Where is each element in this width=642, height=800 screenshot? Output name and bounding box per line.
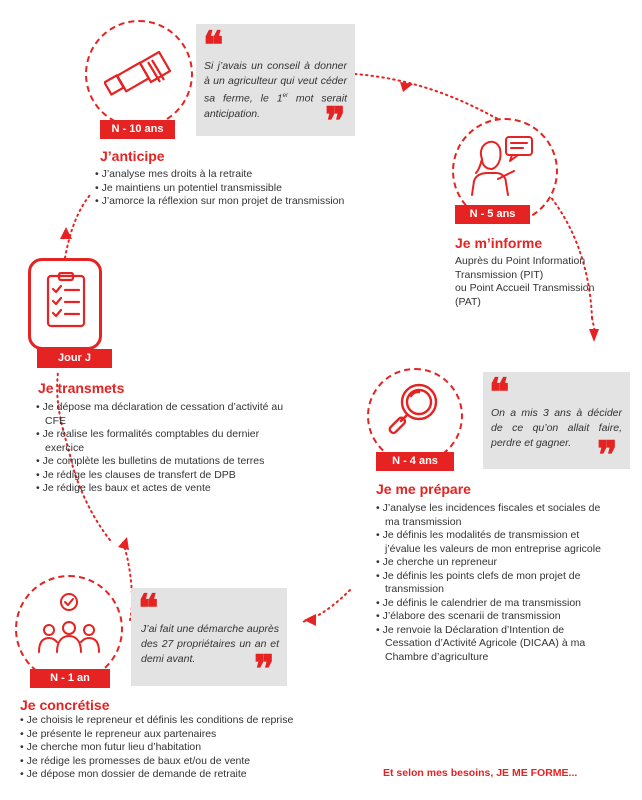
footer-note: Et selon mes besoins, JE ME FORME...	[383, 767, 578, 779]
checklist-icon	[46, 272, 86, 328]
list-item: • Je réalise les formalités comptables du dernier exercice	[36, 428, 296, 455]
step2-line: Transmission (PIT)	[455, 268, 544, 281]
list-item: • Je dépose ma déclaration de cessation d’activité au CFE	[36, 401, 296, 428]
list-item: • Je cherche un repreneur	[376, 556, 608, 570]
step2-line: (PAT)	[455, 295, 481, 308]
step5-list	[36, 401, 296, 496]
list-item: • Je maintiens un potentiel transmissible	[95, 182, 385, 196]
list-item: • J’analyse mes droits à la retraite	[95, 168, 385, 182]
step1-title: J’anticipe	[100, 148, 165, 164]
quote-open-icon: ❝	[489, 369, 510, 414]
step5-tag: Jour J	[37, 349, 112, 368]
quote-open-icon: ❝	[203, 22, 224, 67]
list-item: • Je complète les bulletins de mutations de terres	[36, 455, 296, 469]
step5-title: Je transmets	[38, 380, 125, 396]
telescope-icon	[104, 48, 176, 100]
step2-text	[455, 255, 625, 309]
step2-line: ou Point Accueil Transmission	[455, 282, 595, 294]
quote-2-text: On a mis 3 ans à décider de ce qu’on allait faire, perdre et gagner.	[491, 407, 622, 449]
step1-list	[95, 168, 385, 209]
advisor-icon	[468, 133, 538, 197]
list-item: • Je rédige les baux et actes de vente	[36, 482, 296, 496]
list-item: • Je définis les modalités de transmission et j’évalue les valeurs de mon entreprise agricole	[376, 529, 608, 556]
list-item: • Je rédige les promesses de baux et/ou de vente	[20, 755, 360, 769]
list-item: • Je dépose mon dossier de demande de retraite	[20, 768, 360, 782]
step3-title: Je me prépare	[376, 481, 471, 497]
step4-list	[20, 714, 360, 782]
list-item: • Je choisis le repreneur et définis les conditions de reprise	[20, 714, 360, 728]
step2-line: Auprès du Point Information	[455, 255, 586, 267]
list-item: • J’amorce la réflexion sur mon projet de transmission	[95, 195, 385, 209]
quote-close-icon: ❞	[254, 646, 275, 691]
magnifier-icon	[385, 378, 445, 440]
list-item: • J’analyse les incidences fiscales et sociales de ma transmission	[376, 502, 608, 529]
step4-tag: N - 1 an	[30, 669, 110, 688]
quote-3-text: J’ai fait une démarche auprès des 27 propriétaires un an et demi avant.	[141, 623, 279, 665]
quote-close-icon: ❞	[597, 432, 618, 477]
step2-tag: N - 5 ans	[455, 205, 530, 224]
list-item: • Je rédige les clauses de transfert de DPB	[36, 469, 296, 483]
step2-title: Je m’informe	[455, 235, 543, 251]
list-item: • Je définis les points clefs de mon projet de transmission	[376, 570, 608, 597]
team-icon	[35, 592, 103, 654]
quote-open-icon: ❝	[138, 585, 159, 630]
list-item: • Je cherche mon futur lieu d’habitation	[20, 741, 360, 755]
list-item: • Je définis le calendrier de ma transmission	[376, 597, 608, 611]
quote-1-text: Si j’avais un conseil à donner à un agriculteur qui veut céder sa ferme, le 1er mot serait anticipation.	[204, 60, 347, 120]
list-item: • Je renvoie la Déclaration d’Intention de Cessation d’Activité Agricole (DICAA) à ma Chambre d’agriculture	[376, 624, 608, 665]
list-item: • J’élabore des scenarii de transmission	[376, 610, 608, 624]
step1-tag: N - 10 ans	[100, 120, 175, 139]
list-item: • Je présente le repreneur aux partenaires	[20, 728, 360, 742]
step3-list	[376, 502, 608, 664]
quote-close-icon: ❞	[325, 98, 346, 143]
step3-tag: N - 4 ans	[376, 452, 454, 471]
step4-title: Je concrétise	[20, 697, 110, 713]
